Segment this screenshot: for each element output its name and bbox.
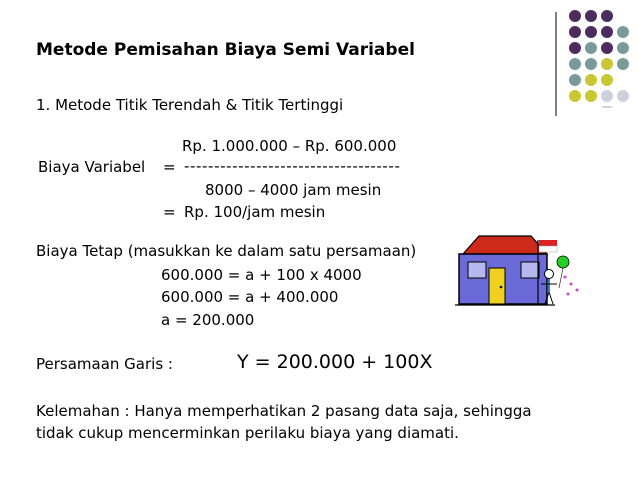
flower-dot — [564, 276, 567, 279]
house-roof — [463, 236, 547, 254]
line-equation-formula: Y = 200.000 + 100X — [237, 351, 433, 373]
equals-sign: = — [163, 203, 176, 221]
dot — [601, 106, 613, 108]
dot — [569, 10, 581, 22]
dot — [569, 58, 581, 70]
divider-line — [555, 12, 557, 116]
fraction-numerator: Rp. 1.000.000 – Rp. 600.000 — [182, 137, 397, 155]
door-knob — [500, 286, 503, 289]
house-clipart — [455, 232, 587, 310]
dot — [601, 10, 613, 22]
balloon-string — [559, 268, 563, 288]
dot — [601, 26, 613, 38]
variable-cost-result: Rp. 100/jam mesin — [184, 203, 326, 221]
slide-title: Metode Pemisahan Biaya Semi Variabel — [36, 40, 415, 60]
dot — [585, 26, 597, 38]
dot — [617, 58, 629, 70]
child-head — [545, 270, 554, 279]
fixed-cost-step-1: 600.000 = a + 100 x 4000 — [161, 266, 362, 284]
dot — [569, 42, 581, 54]
house-door — [489, 268, 505, 304]
flower-dot — [570, 283, 573, 286]
fixed-cost-heading: Biaya Tetap (masukkan ke dalam satu persamaan) — [36, 242, 417, 260]
dot — [601, 74, 613, 86]
dot — [601, 58, 613, 70]
line-equation-label: Persamaan Garis : — [36, 355, 173, 373]
dot — [585, 58, 597, 70]
balloon — [557, 256, 569, 268]
fraction-bar: ------------------------------------ — [184, 157, 401, 175]
dot — [617, 90, 629, 102]
fixed-cost-step-3: a = 200.000 — [161, 311, 255, 329]
weakness-line-2: tidak cukup mencerminkan perilaku biaya yang diamati. — [36, 424, 459, 442]
child-leg — [549, 292, 553, 304]
fraction-denominator: 8000 – 4000 jam mesin — [205, 181, 382, 199]
flag-red — [539, 240, 557, 246]
dot — [585, 90, 597, 102]
dot — [601, 90, 613, 102]
dot — [569, 90, 581, 102]
dot — [585, 10, 597, 22]
dot — [617, 26, 629, 38]
house-window-right — [521, 262, 539, 278]
dot — [585, 42, 597, 54]
dot — [569, 26, 581, 38]
house-window-left — [468, 262, 486, 278]
dot — [569, 74, 581, 86]
flag-white — [539, 246, 557, 252]
dot — [585, 74, 597, 86]
flower-dot — [576, 289, 579, 292]
dot — [601, 42, 613, 54]
flower-dot — [567, 293, 570, 296]
section-heading: 1. Metode Titik Terendah & Titik Tertinggi — [36, 96, 344, 114]
fixed-cost-step-2: 600.000 = a + 400.000 — [161, 288, 339, 306]
dot — [617, 42, 629, 54]
variable-cost-label: Biaya Variabel — [38, 158, 146, 176]
equals-sign: = — [163, 158, 176, 176]
weakness-line-1: Kelemahan : Hanya memperhatikan 2 pasang data saja, sehingga — [36, 402, 532, 420]
decorative-dot-grid — [567, 8, 635, 108]
